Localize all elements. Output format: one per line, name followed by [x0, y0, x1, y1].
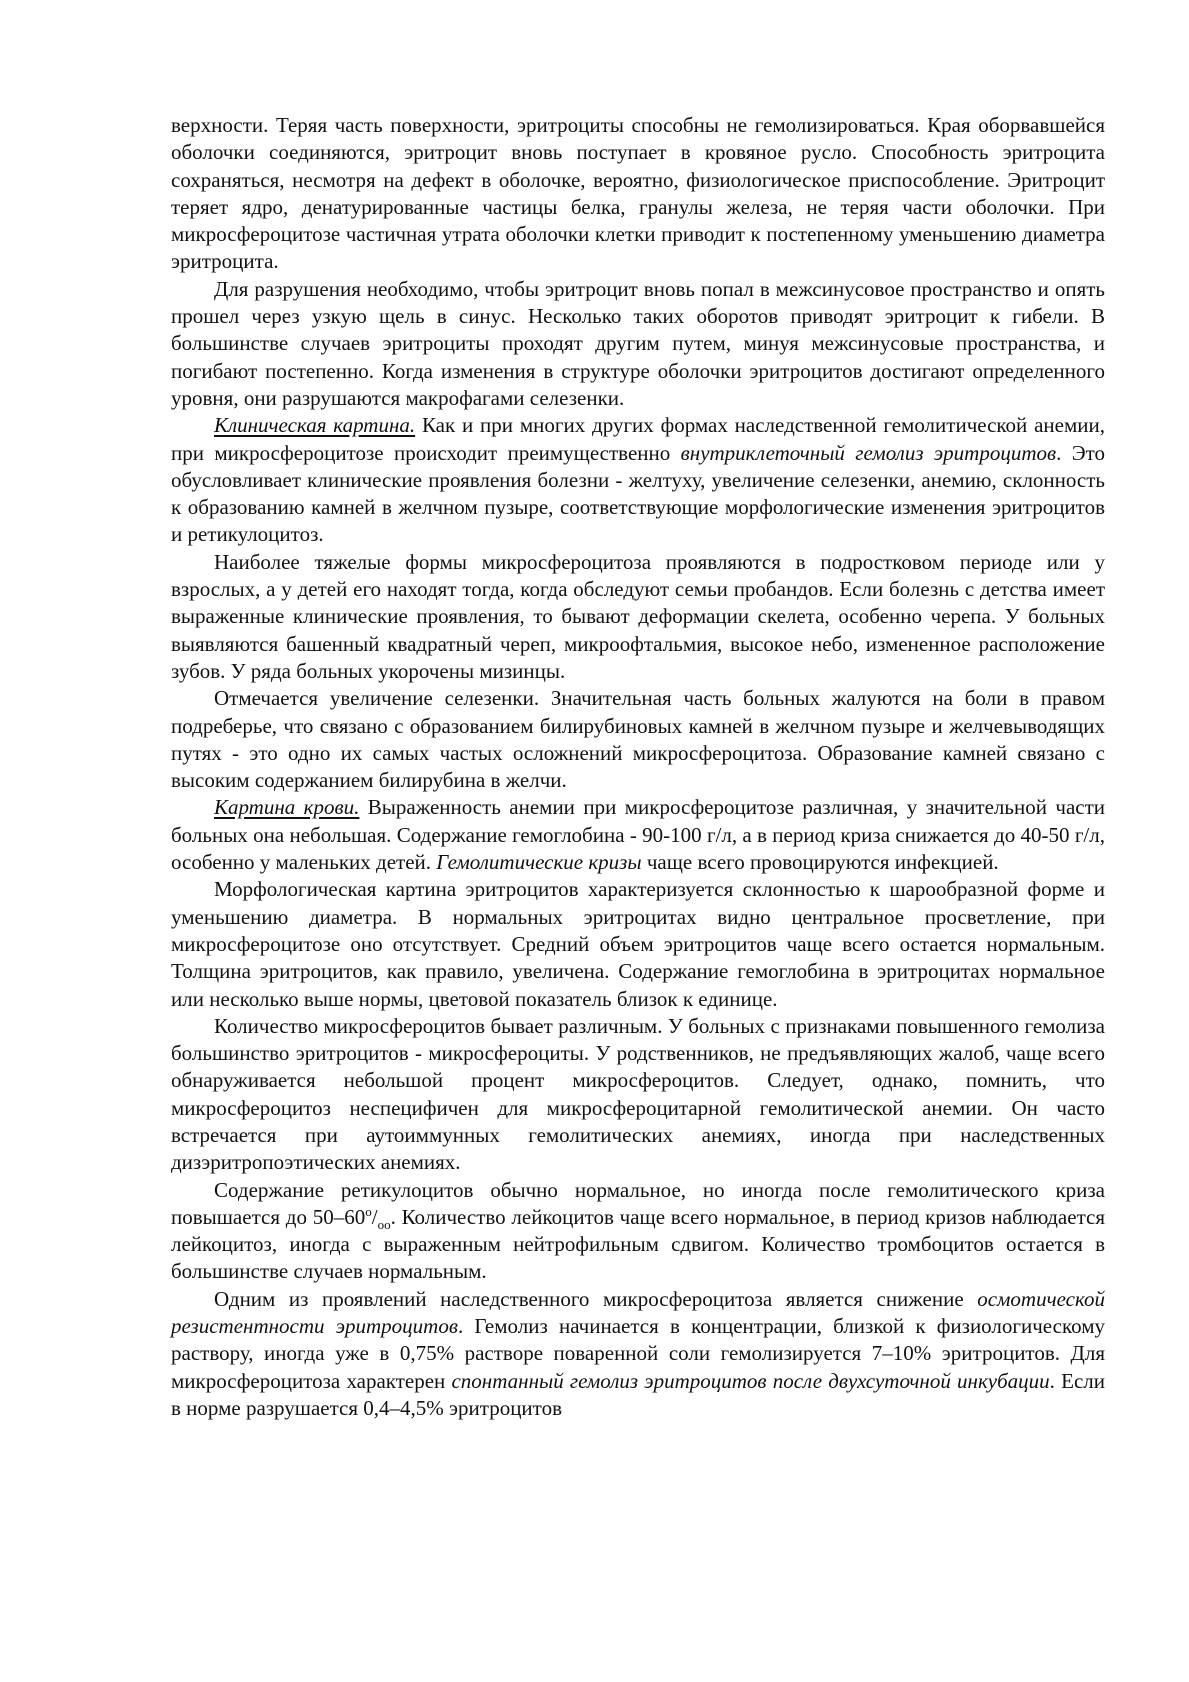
paragraph-10: [171, 1286, 1105, 1422]
paragraph-text: . Гемолиз начинается в концентрации, близкой к физиологическому раствору, иногда уже в 0,75% растворе поваренной соли гемолизируется 7–10% эритроцитов. Для микросфероцитоза характерен: [171, 1314, 1105, 1393]
section-heading-clinical-picture: Клиническая картина.: [214, 413, 416, 438]
emphasis-text: осмотической резистентности эритроцитов: [171, 1286, 1105, 1339]
paragraph-2: [171, 276, 1105, 412]
emphasis-text: спонтанный гемолиз эритроцитов после двухсуточной инкубации: [451, 1368, 1050, 1393]
paragraph-8: [171, 1013, 1105, 1177]
permille-slash: /: [371, 1204, 378, 1229]
paragraph-text: . Это обусловливает клинические проявления болезни - желтуху, увеличение селезенки, анемию, склонность к образованию камней в желчном пузыре, соответствующие морфологические изменения эритроцитов и ретикулоцитоз.: [171, 440, 1106, 547]
emphasis-text: Гемолитические кризы: [436, 850, 642, 875]
paragraph-5: [171, 685, 1105, 794]
paragraph-7: [171, 876, 1105, 1012]
paragraph-text: верхности. Теряя часть поверхности, эритроциты способны не гемолизироваться. Края оборвавшейся оболочки соединяются, эритроцит вновь поступает в кровяное русло. Способность эритроцита сохраняться, несмотря на дефект в оболочке, вероятно, физиологическое приспособление. Эритроцит теряет ядро, денатурированные частицы белка, гранулы железа, не теряя части оболочки. При микросфероцитозе частичная утрата оболочки клетки приводит к постепенному уменьшению диаметра эритроцита.: [171, 113, 1105, 274]
paragraph-text: Наиболее тяжелые формы микросфероцитоза проявляются в подростковом периоде или у взрослых, а у детей его находят тогда, когда обследуют семьи пробандов. Если болезнь с детства имеет выраженные клинические проявления, то бывают деформации скелета, особенно черепа. У больных выявляются башенный квадратный череп, микроофтальмия, высокое небо, измененное расположение зубов. У ряда больных укорочены мизинцы.: [171, 549, 1105, 683]
paragraph-text: Количество микросфероцитов бывает различным. У больных с признаками повышенного гемолиза большинство эритроцитов - микросфероциты. У родственников, не предъявляющих жалоб, чаще всего обнаруживается небольшой процент микросфероцитов. Следует, однако, помнить, что микросфероцитоз неспецифичен для микросфероцитарной гемолитической анемии. Он часто встречается при аутоиммунных гемолитических анемиях, иногда при наследственных дизэритропоэтических анемиях.: [171, 1013, 1105, 1175]
paragraph-text: Морфологическая картина эритроцитов характеризуется склонностью к шарообразной форме и уменьшению диаметра. В нормальных эритроцитах видно центральное просветление, при микросфероцитозе оно отсутствует. Средний объем эритроцитов чаще всего остается нормальным. Толщина эритроцитов, как правило, увеличена. Содержание гемоглобина в эритроцитах нормальное или несколько выше нормы, цветовой показатель близок к единице.: [171, 877, 1105, 1011]
section-heading-blood-picture: Картина крови.: [214, 795, 360, 820]
paragraph-9: [171, 1177, 1105, 1286]
paragraph-text: Отмечается увеличение селезенки. Значительная часть больных жалуются на боли в правом подреберье, что связано с образованием билирубиновых камней в желчном пузыре и желчевыводящих путях - это одно их самых частых осложнений микросфероцитоза. Образование камней связано с высоким содержанием билирубина в желчи.: [171, 686, 1105, 793]
paragraph-text: Как и при многих других формах наследственной гемолитической анемии, при микросфероцитозе происходит преимущественно: [171, 413, 1105, 465]
paragraph-6: [171, 794, 1105, 876]
permille-subscript: оо: [377, 1217, 391, 1233]
document-page: [171, 112, 1105, 1422]
paragraph-text: Для разрушения необходимо, чтобы эритроцит вновь попал в межсинусовое пространство и опять прошел через узкую щель в синус. Несколько таких оборотов приводят эритроцит к гибели. В большинстве случаев эритроциты проходят другим путем, минуя межсинусовые пространства, и погибают постепенно. Когда изменения в структуре оболочки эритроцитов достигают определенного уровня, они разрушаются макрофагами селезенки.: [171, 276, 1105, 410]
paragraph-text: Выраженность анемии при микросфероцитозе различная, у значительной части больных она небольшая. Содержание гемоглобина - 90-100 г/л, а в период криза снижается до 40-50 г/л, особенно у маленьких детей.: [171, 795, 1106, 875]
paragraph-1: [171, 112, 1105, 276]
paragraph-text: Одним из проявлений наследственного микросфероцитоза является снижение: [214, 1286, 978, 1311]
permille-superscript: о: [365, 1203, 372, 1219]
paragraph-text: Содержание ретикулоцитов обычно нормальное, но иногда после гемолитического криза повышается до 50–60: [171, 1177, 1105, 1229]
paragraph-text: чаще всего провоцируются инфекцией.: [641, 850, 999, 875]
paragraph-4: [171, 549, 1105, 685]
paragraph-3: [171, 412, 1105, 548]
emphasis-text: внутриклеточный гемолиз эритроцитов: [680, 440, 1057, 465]
paragraph-text: . Если в норме разрушается 0,4–4,5% эритроцитов: [171, 1368, 1105, 1420]
paragraph-text: . Количество лейкоцитов чаще всего нормальное, в период кризов наблюдается лейкоцитоз, иногда с выраженным нейтрофильным сдвигом. Количество тромбоцитов остается в большинстве случаев нормальным.: [171, 1204, 1105, 1284]
